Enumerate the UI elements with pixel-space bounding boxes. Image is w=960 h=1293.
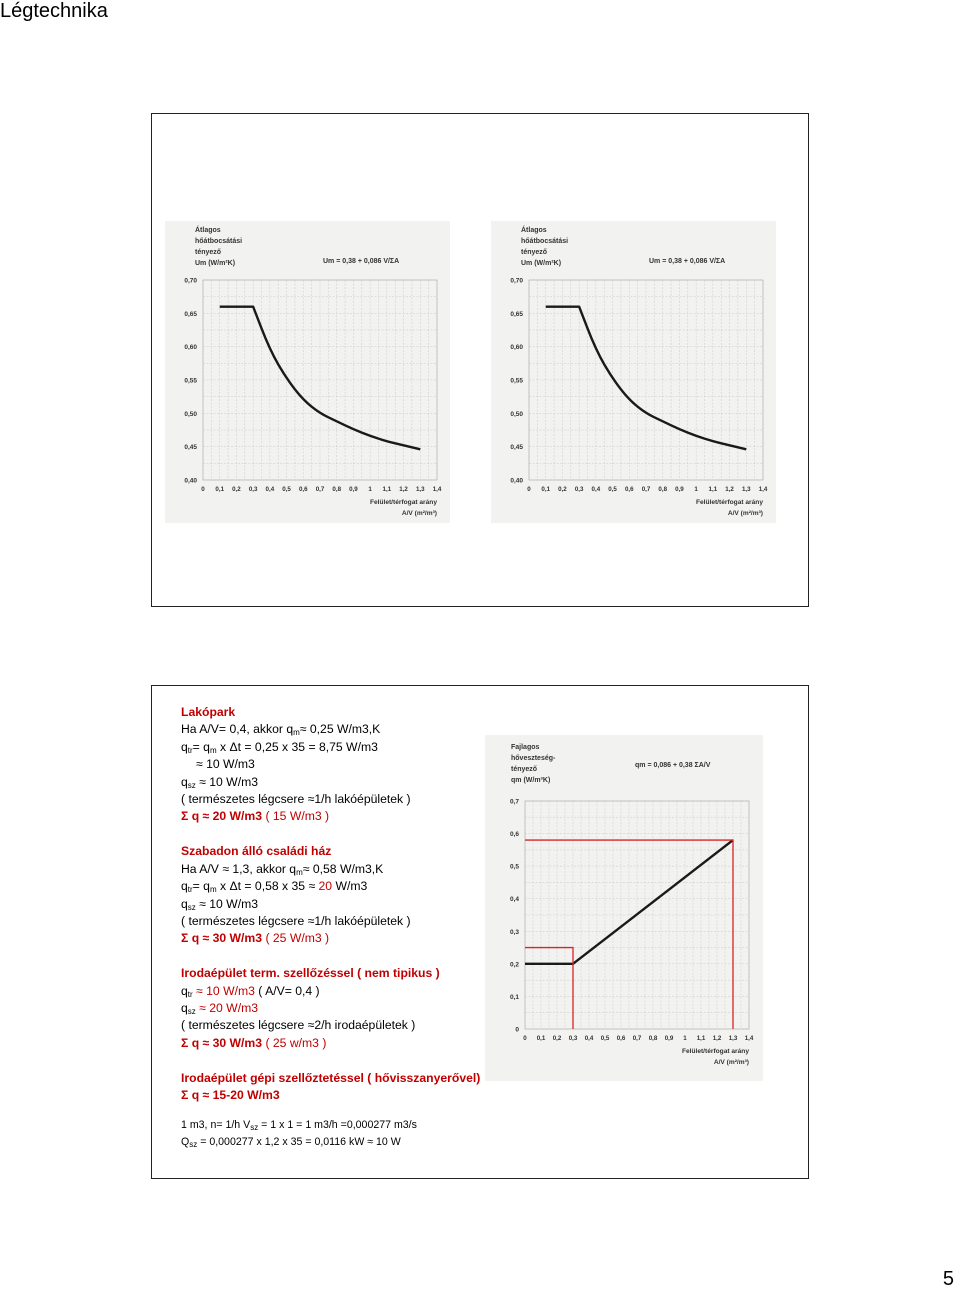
x-tick-label: 1,4 [432, 486, 442, 493]
y-axis-title-line: Fajlagos [511, 744, 540, 751]
y-tick-label: 0,65 [184, 310, 197, 318]
y-axis-title-line: Átlagos [521, 227, 547, 234]
y-tick-label: 0,70 [510, 277, 523, 285]
y-tick-label: 0,1 [509, 993, 519, 1001]
iroda-term-line-1: $q_{tr} \approx 10$ W/m3 ( A/V= 0,4 ) [181, 983, 320, 999]
slide-um-charts [151, 113, 809, 607]
x-tick-label: 0,7 [315, 486, 325, 493]
y-tick-label: 0 [515, 1026, 519, 1034]
y-tick-label: 0,7 [509, 798, 519, 806]
x-tick-label: 0,9 [349, 486, 358, 493]
x-tick-label: 0,4 [591, 486, 601, 493]
x-tick-label: 0,1 [215, 486, 225, 493]
lakopark-line-2: $q_{tr}= q_m$ x Δt = 0,25 x 35 = 8,75 W/m3 [181, 739, 378, 755]
x-tick-label: 0,8 [658, 486, 668, 493]
x-tick-label: 0,3 [574, 486, 584, 493]
y-tick-label: 0,5 [509, 863, 519, 871]
y-tick-label: 0,40 [510, 477, 523, 485]
y-tick-label: 0,4 [509, 896, 519, 904]
x-tick-label: 1,3 [741, 486, 751, 493]
x-tick-label: 0,8 [332, 486, 342, 493]
y-tick-label: 0,55 [184, 377, 197, 385]
x-tick-label: 1,4 [744, 1035, 754, 1042]
lakopark-line-3: ≈ 10 W/m3 [196, 757, 255, 772]
x-tick-label: 0 [527, 486, 531, 493]
x-tick-label: 0,6 [616, 1035, 626, 1042]
y-axis-title-line: hőátbocsátási [521, 238, 569, 245]
x-tick-label: 0,5 [282, 486, 291, 493]
x-tick-label: 1 [683, 1035, 687, 1042]
x-tick-label: 0,2 [232, 486, 241, 493]
y-tick-label: 0,45 [184, 444, 197, 452]
x-tick-label: 1 [368, 486, 372, 493]
equation-label: Um = 0,38 + 0,086 V/ΣA [323, 258, 400, 265]
x-tick-label: 1,2 [399, 486, 408, 493]
y-tick-label: 0,50 [510, 410, 523, 418]
y-tick-label: 0,40 [184, 477, 197, 485]
qm-chart-svg [485, 735, 763, 1081]
x-tick-label: 0,6 [624, 486, 634, 493]
iroda-gepi-sum: Σ q ≈ 15-20 W/m3 [181, 1088, 280, 1103]
x-tick-label: 0,8 [648, 1035, 658, 1042]
x-axis-label: A/V (m²/m³) [713, 1059, 749, 1066]
x-tick-label: 0,4 [584, 1035, 594, 1042]
slide-text [181, 704, 480, 1151]
header-title: Légtechnika [0, 0, 108, 22]
y-tick-label: 0,50 [184, 410, 197, 418]
equation-label: qm = 0,086 + 0,38 ΣA/V [635, 762, 711, 769]
y-tick-label: 0,3 [509, 928, 519, 936]
x-tick-label: 0,5 [600, 1035, 610, 1042]
iroda-term-sum: Σ q ≈ 30 W/m3 ( 25 w/m3 ) [181, 1035, 327, 1050]
x-tick-label: 1,4 [758, 486, 768, 493]
x-tick-label: 1,2 [725, 486, 734, 493]
lakopark-line-1: Ha A/V= 0,4, akkor $q_m\approx 0,25$ W/m3,K [181, 722, 381, 738]
x-axis-label: Felület/térfogat arány [695, 499, 763, 506]
csaladi-line-1: Ha A/V ≈ 1,3, akkor $q_m\approx 0,58$ W/m3,K [181, 861, 384, 877]
csaladi-line-3: $q_{sz} \approx 10$ W/m3 [181, 896, 259, 912]
calc-line-2: $Q_{sz} = 0,000277$ x 1,2 x 35 = 0,0116 kW ≈ 10 W [181, 1135, 401, 1149]
x-tick-label: 1,3 [415, 486, 425, 493]
x-tick-label: 0 [523, 1035, 527, 1042]
y-axis-title-line: Um (W/m²K) [521, 260, 562, 267]
x-axis-label: A/V (m²/m³) [727, 510, 763, 517]
x-tick-label: 0,4 [265, 486, 275, 493]
um-chart-right-svg [491, 221, 776, 523]
equation-label: Um = 0,38 + 0,086 V/ΣA [649, 258, 726, 265]
x-tick-label: 0,5 [608, 486, 617, 493]
y-axis-title-line: tényező [511, 766, 538, 773]
x-tick-label: 0,9 [675, 486, 684, 493]
y-tick-label: 0,65 [510, 310, 523, 318]
y-tick-label: 0,2 [509, 961, 519, 969]
y-axis-title-line: Átlagos [195, 227, 221, 234]
x-axis-label: Felület/térfogat arány [369, 499, 437, 506]
x-tick-label: 1,1 [696, 1035, 706, 1042]
y-axis-title-line: hőátbocsátási [195, 238, 243, 245]
x-tick-label: 0,1 [536, 1035, 546, 1042]
x-tick-label: 0,2 [552, 1035, 562, 1042]
section-title-csaladi-haz: Szabadon álló családi ház [181, 844, 332, 859]
csaladi-line-4: ( természetes légcsere ≈1/h lakóépületek ) [181, 913, 411, 928]
x-tick-label: 0,7 [641, 486, 651, 493]
x-tick-label: 0,3 [568, 1035, 578, 1042]
qm-chart [485, 735, 763, 1081]
lakopark-line-4: $q_{sz} \approx 10$ W/m3 [181, 774, 259, 790]
lakopark-line-5: ( természetes légcsere ≈1/h lakóépületek ) [181, 791, 411, 806]
x-tick-label: 0,1 [541, 486, 551, 493]
x-tick-label: 0,7 [632, 1035, 642, 1042]
x-tick-label: 1,1 [382, 486, 392, 493]
lakopark-sum: Σ q ≈ 20 W/m3 ( 15 W/m3 ) [181, 809, 330, 824]
calc-line-1: 1 m3, n= 1/h $V_{sz} = 1$ x 1 = 1 m3/h =0,000277 m3/s [181, 1118, 417, 1132]
y-tick-label: 0,6 [509, 831, 519, 839]
y-tick-label: 0,55 [510, 377, 523, 385]
x-tick-label: 0,3 [248, 486, 258, 493]
y-axis-title-line: Um (W/m²K) [195, 260, 236, 267]
x-tick-label: 0,2 [558, 486, 567, 493]
slide-heat-loss [151, 685, 809, 1179]
x-tick-label: 1,3 [728, 1035, 738, 1042]
x-axis-label: A/V (m²/m³) [401, 510, 437, 517]
csaladi-line-2: $q_{tr}= q_m$ x Δt = 0,58 x 35 ≈ 20 W/m3 [181, 879, 368, 895]
iroda-term-line-3: ( természetes légcsere ≈2/h irodaépületek ) [181, 1018, 416, 1033]
y-tick-label: 0,70 [184, 277, 197, 285]
y-tick-label: 0,60 [510, 344, 523, 352]
um-chart-left-svg [165, 221, 450, 523]
x-tick-label: 1,1 [708, 486, 718, 493]
um-chart-right [491, 221, 776, 523]
y-tick-label: 0,45 [510, 444, 523, 452]
x-tick-label: 1 [694, 486, 698, 493]
iroda-term-line-2: $q_{sz} \approx 20$ W/m3 [181, 1001, 259, 1017]
x-tick-label: 0,6 [298, 486, 308, 493]
csaladi-sum: Σ q ≈ 30 W/m3 ( 25 W/m3 ) [181, 931, 330, 946]
x-tick-label: 0 [201, 486, 205, 493]
section-title-lakopark: Lakópark [181, 705, 236, 719]
y-axis-title-line: hőveszteség- [511, 755, 556, 762]
y-axis-title-line: tényező [195, 249, 222, 256]
x-axis-label: Felület/térfogat arány [681, 1048, 749, 1055]
y-axis-title-line: qm (W/m³K) [511, 777, 551, 784]
y-axis-title-line: tényező [521, 249, 548, 256]
um-chart-left [165, 221, 450, 523]
x-tick-label: 0,9 [664, 1035, 674, 1042]
page-number: 5 [942, 1268, 954, 1290]
section-title-iroda-term: Irodaépület term. szellőzéssel ( nem tipikus ) [181, 966, 440, 981]
y-tick-label: 0,60 [184, 344, 197, 352]
x-tick-label: 1,2 [712, 1035, 722, 1042]
section-title-iroda-gepi: Irodaépület gépi szellőztetéssel ( hővisszanyerővel) [181, 1070, 481, 1085]
